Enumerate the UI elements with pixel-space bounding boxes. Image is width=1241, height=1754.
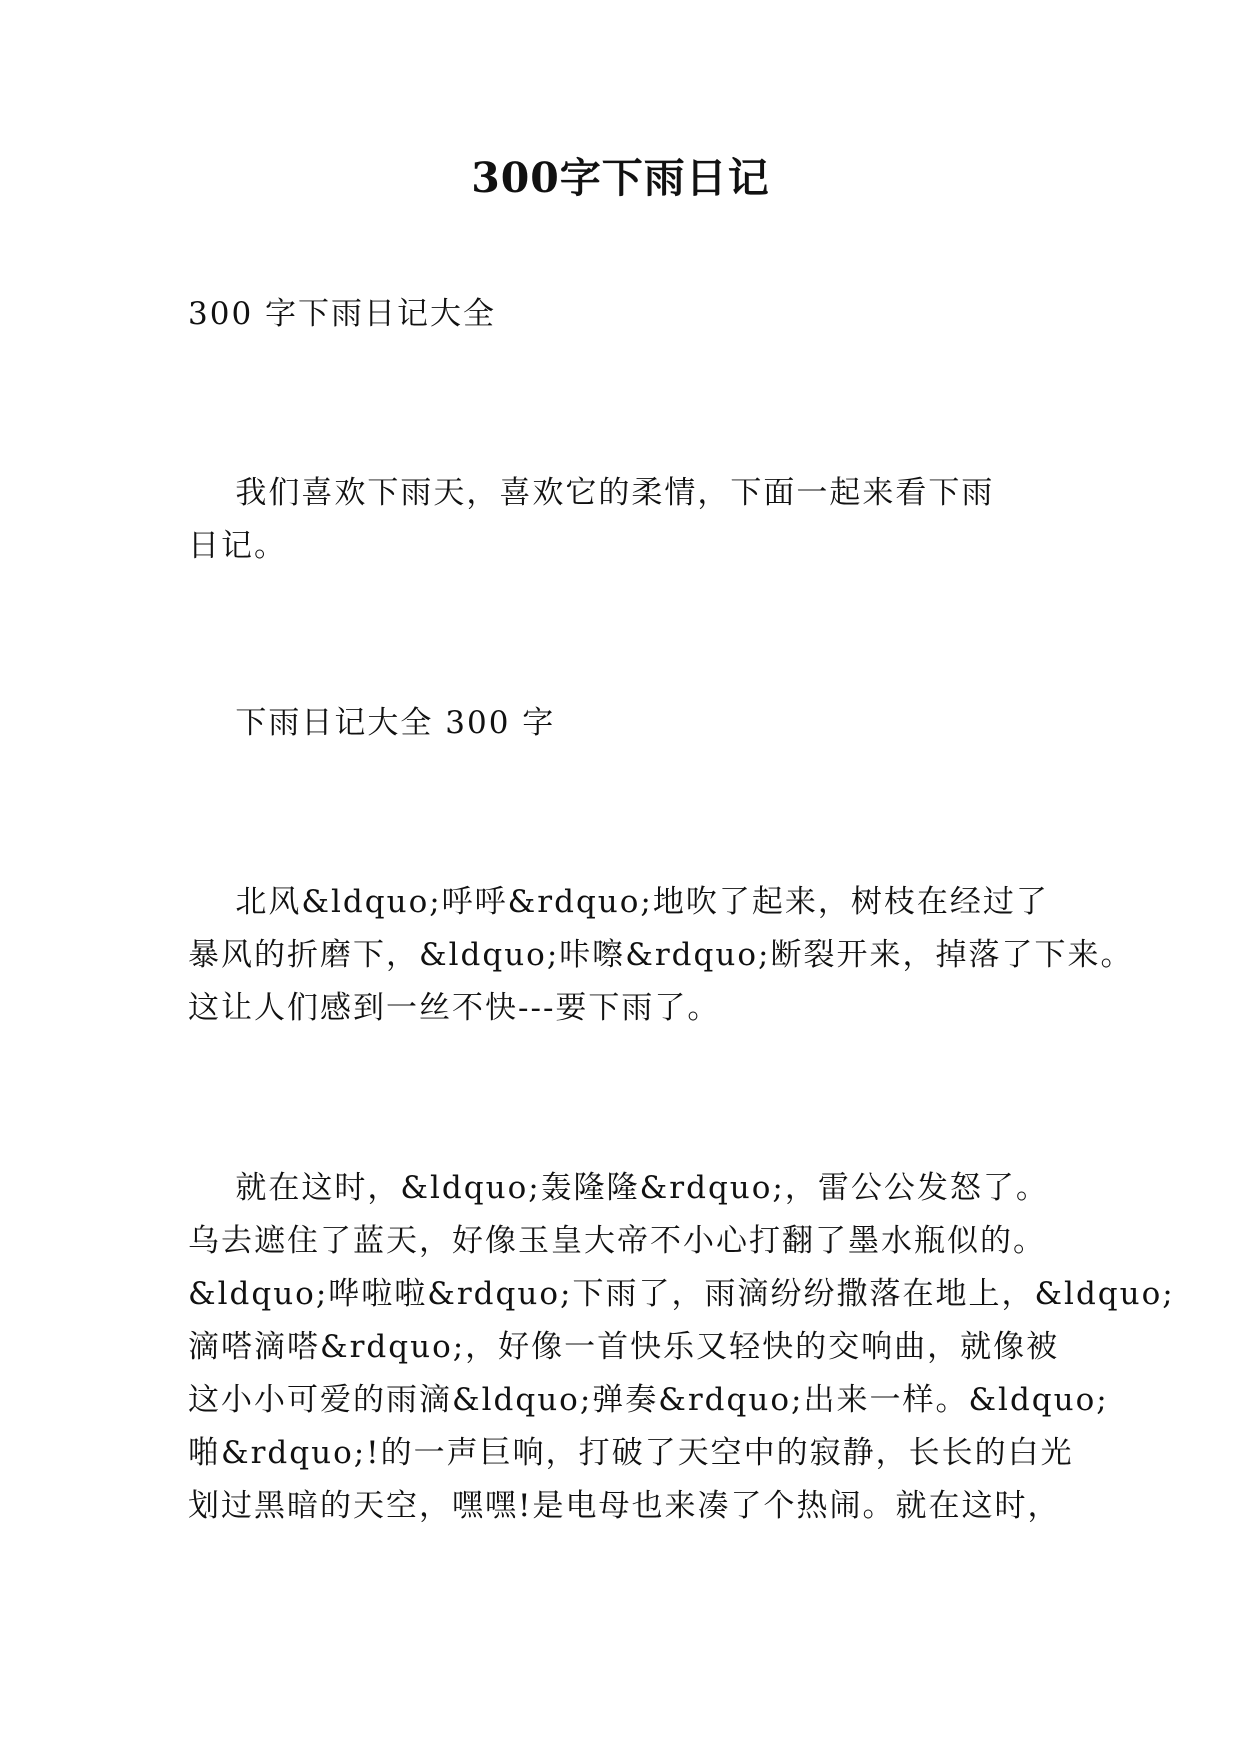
paragraph-thunder xyxy=(188,1162,1175,1533)
subtitle-line: 300 字下雨日记大全 xyxy=(188,296,497,332)
paragraph-line: 滴嗒滴嗒&rdquo;，好像一首快乐又轻快的交响曲，就像被 xyxy=(188,1329,1060,1365)
document-subtitle xyxy=(188,288,1068,341)
paragraph-line: 乌去遮住了蓝天，好像玉皇大帝不小心打翻了墨水瓶似的。 xyxy=(188,1223,1046,1259)
paragraph-line: 就在这时，&ldquo;轰隆隆&rdquo;，雷公公发怒了。 xyxy=(188,1170,1049,1206)
paragraph-line: 这让人们感到一丝不快---要下雨了。 xyxy=(188,990,721,1026)
paragraph-line: 划过黑暗的天空，嘿嘿!是电母也来凑了个热闹。就在这时， xyxy=(188,1488,1061,1524)
paragraph-line: 这小小可爱的雨滴&ldquo;弹奏&rdquo;出来一样。&ldquo; xyxy=(188,1382,1109,1418)
paragraph-wind xyxy=(188,876,1134,1035)
paragraph-line: 暴风的折磨下，&ldquo;咔嚓&rdquo;断裂开来，掉落了下来。 xyxy=(188,937,1134,973)
document-title: 300字下雨日记 xyxy=(471,154,770,202)
paragraph-line: 啪&rdquo;!的一声巨响，打破了天空中的寂静，长长的白光 xyxy=(188,1435,1074,1471)
paragraph-line: 下雨日记大全 300 字 xyxy=(188,705,556,741)
section-heading xyxy=(188,697,1068,750)
paragraph-line: 北风&ldquo;呼呼&rdquo;地吹了起来，树枝在经过了 xyxy=(188,884,1049,920)
paragraph-intro xyxy=(188,467,1068,573)
paragraph-line: 我们喜欢下雨天，喜欢它的柔情，下面一起来看下雨 xyxy=(188,475,995,511)
paragraph-line: &ldquo;哗啦啦&rdquo;下雨了，雨滴纷纷撒落在地上，&ldquo; xyxy=(188,1276,1175,1312)
paragraph-line: 日记。 xyxy=(188,528,287,564)
